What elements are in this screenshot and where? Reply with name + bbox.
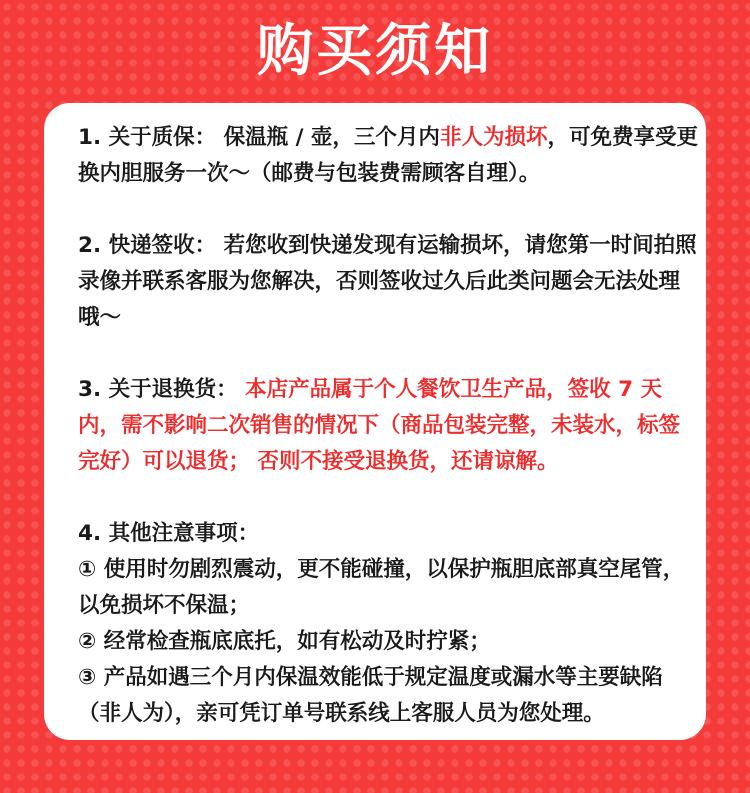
note-item-3: ③ 产品如遇三个月内保温效能低于规定温度或漏水等主要缺陷（非人为），亲可凭订单号联系线上客服人员为您处理。 bbox=[78, 665, 663, 726]
section-delivery bbox=[78, 228, 698, 336]
warranty-heading: 1. 关于质保： bbox=[78, 125, 217, 150]
note-item-2: ② 经常检查瓶底底托，如有松动及时拧紧； bbox=[78, 629, 491, 654]
returns-heading: 3. 关于退换货： bbox=[78, 377, 238, 402]
warranty-text-tail: ，可免费享受更换内胆服务一次～（邮费与包装费需顾客自理）。 bbox=[78, 125, 698, 186]
notice-content bbox=[78, 120, 698, 768]
warranty-paragraph bbox=[78, 120, 698, 192]
section-returns bbox=[78, 372, 698, 480]
delivery-paragraph bbox=[78, 228, 698, 336]
delivery-text: 若您收到快递发现有运输损坏，请您第一时间拍照录像并联系客服为您解决，否则签收过久后此类问题会无法处理哦～ bbox=[78, 233, 697, 330]
returns-text: 本店产品属于个人餐饮卫生产品，签收 7 天内，需不影响二次销售的情况下（商品包装完整，未装水，标签完好）可以退货； 否则不接受退换货，还请谅解。 bbox=[78, 377, 681, 474]
warranty-text: 保温瓶 / 壶，三个月内 bbox=[216, 125, 440, 150]
page-title: 购买须知 bbox=[257, 19, 493, 84]
section-other-notes bbox=[78, 516, 698, 732]
section-warranty bbox=[78, 120, 698, 192]
warranty-highlight: 非人为损坏 bbox=[439, 125, 548, 150]
note-item-1: ① 使用时勿剧烈震动，更不能碰撞，以保护瓶胆底部真空尾管，以免损坏不保温； bbox=[78, 557, 685, 618]
delivery-heading: 2. 快递签收： bbox=[78, 233, 217, 258]
returns-paragraph bbox=[78, 372, 698, 480]
other-notes-heading: 4. 其他注意事项： bbox=[78, 521, 260, 546]
